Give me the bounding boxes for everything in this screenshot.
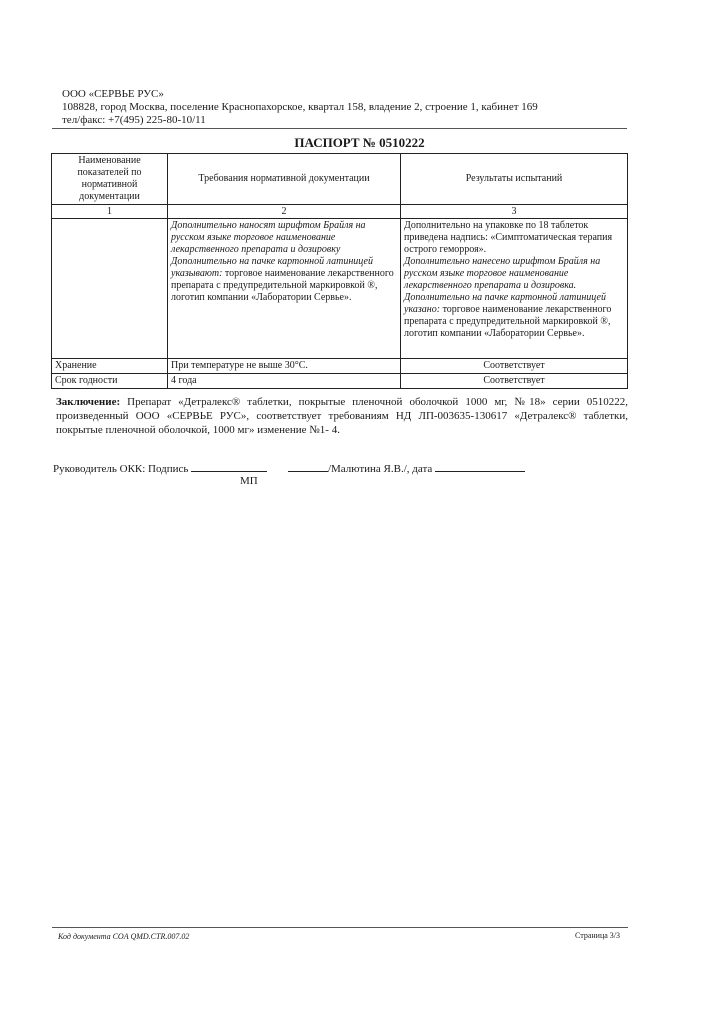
result-braille: Дополнительно нанесено шрифтом Брайля на русском языке торговое наименование лекарственного препарата и дозировка. xyxy=(404,256,601,291)
signature-label: Руководитель ОКК: Подпись xyxy=(53,463,189,475)
page-number: Страница 3/3 xyxy=(575,931,620,940)
requirement-latin-text: торговое наименование лекарственного препарата с предупредительной маркировкой ®, логотип компании «Лаборатории Сервье». xyxy=(171,268,394,303)
requirement-braille: Дополнительно наносят шрифтом Брайля на русском языке торговое наименование лекарственного препарата и дозировку xyxy=(171,220,366,255)
passport-table xyxy=(51,153,628,389)
result-latin-lead: Дополнительно на пачке картонной латиницей указано: xyxy=(404,292,606,315)
requirement-latin-lead: Дополнительно на пачке картонной латиницей указывают: xyxy=(171,256,373,279)
result-inscription: Дополнительно на упаковке по 18 таблеток приведена надпись: «Симптоматическая терапия острого геморроя». xyxy=(404,220,613,255)
conclusion xyxy=(56,395,628,437)
document-code: Код документа COA QMD.CTR.007.02 xyxy=(58,932,190,941)
requirement-shelf-life: 4 года xyxy=(168,374,401,389)
result-storage: Соответствует xyxy=(401,359,628,374)
table-cell-empty xyxy=(52,219,168,359)
indicator-shelf-life: Срок годности xyxy=(52,374,168,389)
column-header-requirements: Требования нормативной документации xyxy=(168,154,401,205)
table-row-storage xyxy=(52,359,628,374)
company-name: ООО «СЕРВЬЕ РУС» xyxy=(62,88,164,100)
table-row-shelf-life xyxy=(52,374,628,389)
date-field[interactable] xyxy=(435,461,525,472)
table-number-row xyxy=(52,205,628,219)
requirement-latin xyxy=(171,256,397,304)
footer-divider xyxy=(52,927,628,928)
result-shelf-life: Соответствует xyxy=(401,374,628,389)
company-address: 108828, город Москва, поселение Краснопахорское, квартал 158, владение 2, строение 1, кабинет 169 xyxy=(62,101,538,113)
column-number: 2 xyxy=(168,205,401,219)
conclusion-label: Заключение: xyxy=(56,396,121,408)
stamp-label: МП xyxy=(240,475,258,487)
company-phone: тел/факс: +7(495) 225-80-10/11 xyxy=(62,114,206,126)
requirement-storage: При температуре не выше 30°С. xyxy=(168,359,401,374)
table-row-packaging xyxy=(52,219,628,359)
table-header-row xyxy=(52,154,628,205)
column-header-indicator: Наименование показателей по нормативной документации xyxy=(52,154,168,205)
column-header-results: Результаты испытаний xyxy=(401,154,628,205)
signature-field[interactable] xyxy=(191,461,267,472)
requirements-cell xyxy=(168,219,401,359)
column-number: 3 xyxy=(401,205,628,219)
result-latin xyxy=(404,292,624,340)
indicator-storage: Хранение xyxy=(52,359,168,374)
column-number: 1 xyxy=(52,205,168,219)
header-divider xyxy=(52,128,627,129)
result-latin-text: торговое наименование лекарственного препарата с предупредительной маркировкой ®, логотип компании «Лаборатории Сервье». xyxy=(404,304,612,339)
passport-title: ПАСПОРТ № 0510222 xyxy=(294,135,425,150)
results-cell xyxy=(401,219,628,359)
signature-name: /Малютина Я.В./, дата xyxy=(327,463,433,475)
conclusion-text: Препарат «Детралекс® таблетки, покрытые пленочной оболочкой 1000 мг, №18» серии 0510222, произведенный ООО «СЕРВЬЕ РУС», соответствует требованиям НД ЛП-003635-130617 «Детралекс® таблетки, покрытые пленочной оболочкой, 1000 мг» изменение №1- 4. xyxy=(56,396,629,436)
signature-line xyxy=(53,461,525,475)
signature-blank[interactable] xyxy=(288,461,328,472)
